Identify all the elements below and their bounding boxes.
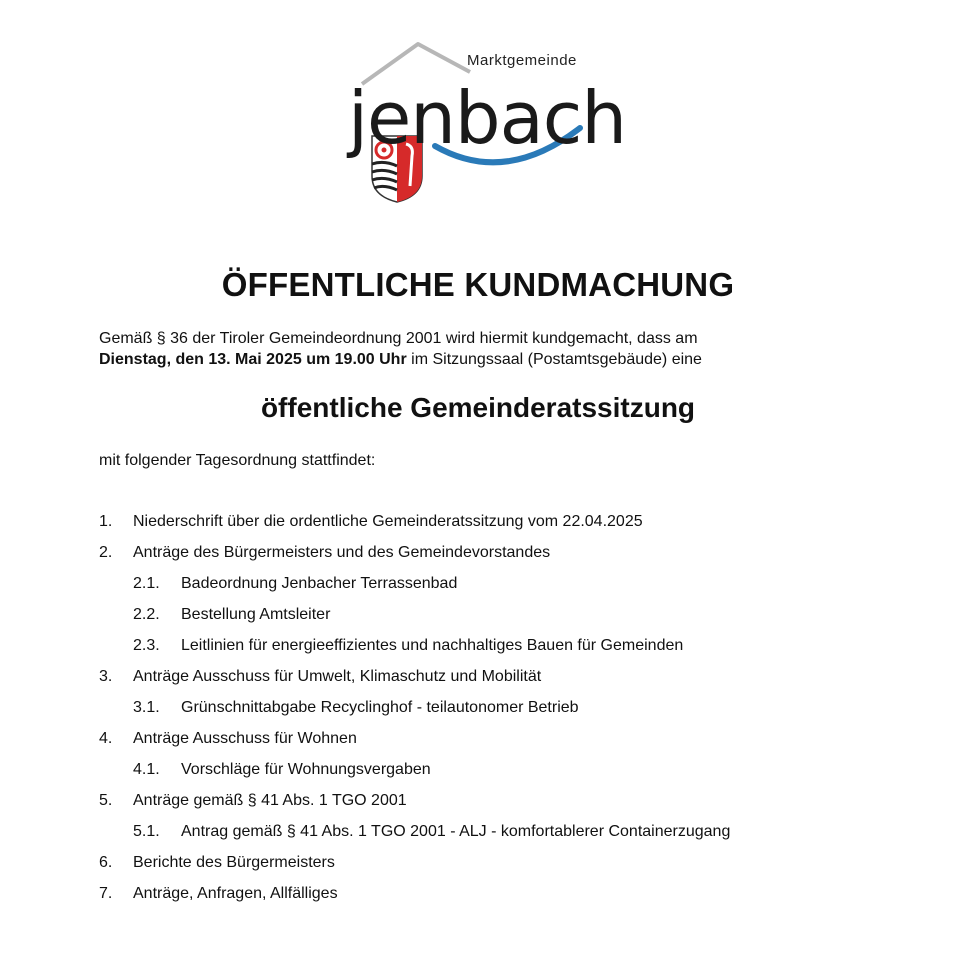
agenda-subitem <box>99 574 859 605</box>
agenda-text: Leitlinien für energieeffizientes und nachhaltiges Bauen für Gemeinden <box>181 637 684 654</box>
agenda-number: 5. <box>99 792 113 809</box>
agenda-text: Niederschrift über die ordentliche Gemeinderatssitzung vom 22.04.2025 <box>133 513 643 530</box>
agenda-subitem <box>99 605 859 636</box>
meeting-heading: öffentliche Gemeinderatssitzung <box>260 392 696 423</box>
agenda-subitem <box>99 636 859 667</box>
meeting-date: Dienstag, den 13. Mai 2025 um 19.00 Uhr <box>99 351 407 368</box>
agenda-text: Vorschläge für Wohnungsvergaben <box>181 761 431 778</box>
logo-supertext: Marktgemeinde <box>467 52 577 69</box>
agenda-number: 1. <box>99 513 113 530</box>
agenda-text: Anträge Ausschuss für Wohnen <box>133 730 357 747</box>
agenda-number: 7. <box>99 885 113 902</box>
agenda-subitem <box>99 760 859 791</box>
agenda-item <box>99 791 859 822</box>
agenda-subitem <box>99 698 859 729</box>
agenda-number: 6. <box>99 854 113 871</box>
agenda-text: Badeordnung Jenbacher Terrassenbad <box>181 575 458 592</box>
logo-wordmark: jenbach <box>348 76 626 160</box>
agenda-number: 3.1. <box>133 699 160 716</box>
intro-paragraph <box>99 328 849 370</box>
page-title: ÖFFENTLICHE KUNDMACHUNG <box>221 266 735 303</box>
agenda-text: Anträge gemäß § 41 Abs. 1 TGO 2001 <box>133 792 407 809</box>
agenda-text: Anträge des Bürgermeisters und des Gemeindevorstandes <box>133 544 551 561</box>
jenbach-logo <box>340 36 626 208</box>
agenda-number: 2. <box>99 544 113 561</box>
agenda-text: Berichte des Bürgermeisters <box>133 854 335 871</box>
agenda-item <box>99 512 859 543</box>
agenda-list <box>99 512 859 915</box>
agenda-number: 2.2. <box>133 606 160 623</box>
agenda-number: 2.3. <box>133 637 160 654</box>
agenda-number: 4. <box>99 730 113 747</box>
intro-text-2: im Sitzungssaal (Postamtsgebäude) eine <box>406 351 702 368</box>
agenda-number: 4.1. <box>133 761 160 778</box>
agenda-number: 5.1. <box>133 823 160 840</box>
agenda-text: Anträge, Anfragen, Allfälliges <box>133 885 338 902</box>
agenda-item <box>99 853 859 884</box>
agenda-lead: mit folgender Tagesordnung stattfindet: <box>99 452 376 469</box>
agenda-text: Antrag gemäß § 41 Abs. 1 TGO 2001 - ALJ - komfortablerer Containerzugang <box>181 823 731 840</box>
agenda-item <box>99 729 859 760</box>
agenda-item <box>99 667 859 698</box>
agenda-item <box>99 543 859 574</box>
agenda-text: Grünschnittabgabe Recyclinghof - teilautonomer Betrieb <box>181 699 579 716</box>
agenda-text: Bestellung Amtsleiter <box>181 606 331 623</box>
intro-text-1: Gemäß § 36 der Tiroler Gemeindeordnung 2001 wird hiermit kundgemacht, dass am <box>99 330 698 347</box>
agenda-text: Anträge Ausschuss für Umwelt, Klimaschutz und Mobilität <box>133 668 542 685</box>
agenda-number: 2.1. <box>133 575 160 592</box>
agenda-item <box>99 884 859 915</box>
agenda-number: 3. <box>99 668 113 685</box>
agenda-subitem <box>99 822 859 853</box>
